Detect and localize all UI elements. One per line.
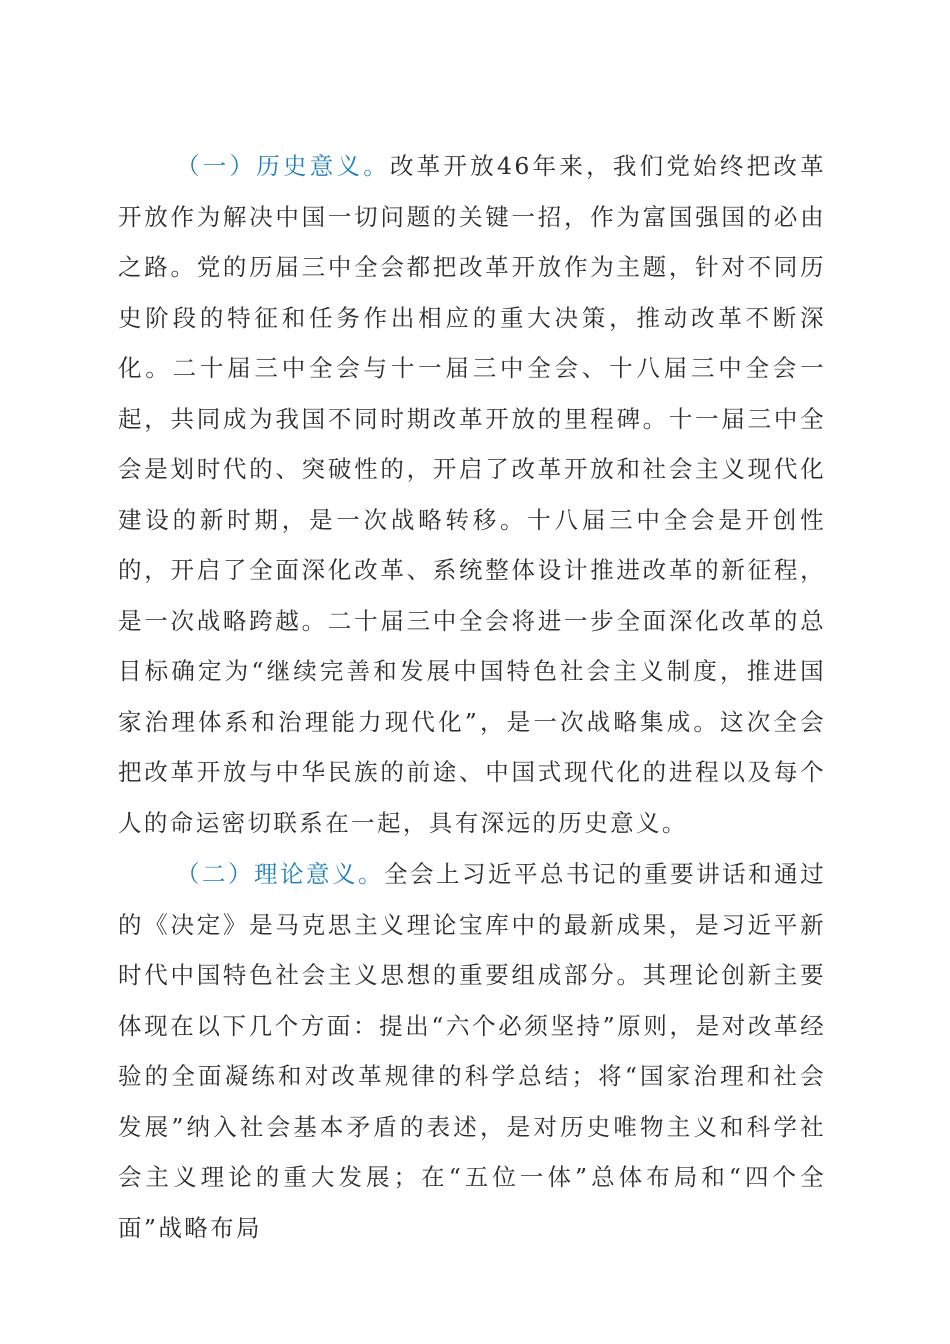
section-history (118, 141, 826, 848)
section-theory (118, 849, 826, 1253)
section-body-theory: 全会上习近平总书记的重要讲话和通过的《决定》是马克思主义理论宝库中的最新成果，是习近平新时代中国特色社会主义思想的重要组成部分。其理论创新主要体现在以下几个方面：提出“六个必须坚持”原则，是对改革经验的全面凝练和对改革规律的科学总结；将“国家治理和社会发展”纳入社会基本矛盾的表述，是对历史唯物主义和科学社会主义理论的重大发展；在“五位一体”总体布局和“四个全面”战略布局 (118, 860, 826, 1242)
section-body-history: 改革开放46年来，我们党始终把改革开放作为解决中国一切问题的关键一招，作为富国强国的必由之路。党的历届三中全会都把改革开放作为主题，针对不同历史阶段的特征和任务作出相应的重大决策，推动改革不断深化。二十届三中全会与十一届三中全会、十八届三中全会一起，共同成为我国不同时期改革开放的里程碑。十一届三中全会是划时代的、突破性的，开启了改革开放和社会主义现代化建设的新时期，是一次战略转移。十八届三中全会是开创性的，开启了全面深化改革、系统整体设计推进改革的新征程，是一次战略跨越。二十届三中全会将进一步全面深化改革的总目标确定为“继续完善和发展中国特色社会主义制度，推进国家治理体系和治理能力现代化”，是一次战略集成。这次全会把改革开放与中华民族的前途、中国式现代化的进程以及每个人的命运密切联系在一起，具有深远的历史意义。 (118, 152, 826, 837)
document-page (118, 141, 826, 1253)
section-heading-theory: （二）理论意义。 (176, 860, 385, 888)
section-heading-history: （一）历史意义。 (176, 152, 391, 180)
